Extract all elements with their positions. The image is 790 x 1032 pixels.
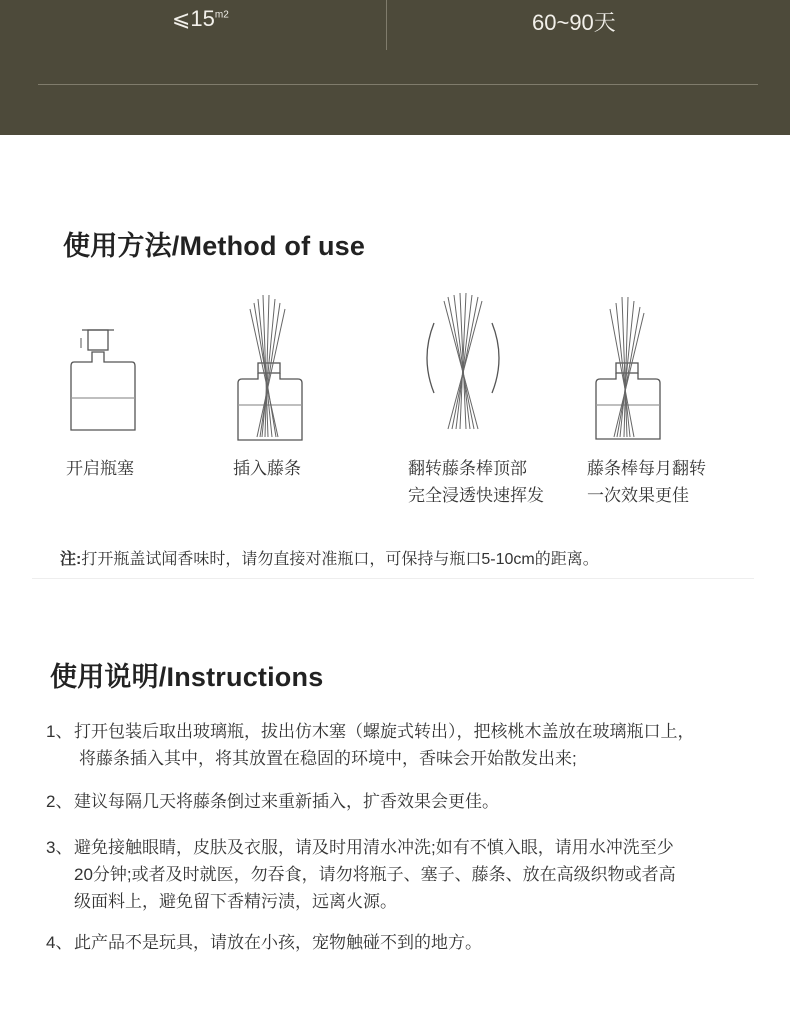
instruction-number: 2、 [46, 792, 73, 811]
step-insert-reeds-caption: 插入藤条 [233, 459, 301, 478]
method-title: 使用方法/Method of use [63, 231, 366, 261]
instruction-item-1 [46, 718, 695, 772]
instruction-item-3 [46, 834, 676, 915]
method-note-label: 注: [60, 551, 82, 568]
instruction-text: 建议每隔几天将藤条倒过来重新插入，扩香效果会更佳。 [74, 792, 499, 811]
step-monthly-flip-caption-line1: 藤条棒每月翻转 [587, 459, 706, 478]
step-flip-reeds-caption-line2: 完全浸透快速挥发 [408, 486, 544, 505]
step-flip-reeds-caption [408, 455, 544, 509]
instruction-text-cont: 级面料上，避免留下香精污渍，远离火源。 [74, 892, 397, 911]
spec-divider [386, 0, 387, 50]
spec-band-rule [38, 84, 758, 85]
step-flip-reeds [418, 293, 578, 433]
instruction-text-cont: 将藤条插入其中，将其放置在稳固的环境中，香味会开始散发出来; [79, 749, 577, 768]
step-insert-reeds [230, 295, 390, 445]
flip-reeds-icon [418, 293, 508, 433]
instruction-number: 1、 [46, 722, 73, 741]
step-monthly-flip-caption-line2: 一次效果更佳 [587, 486, 689, 505]
step-flip-reeds-caption-line1: 翻转藤条棒顶部 [408, 459, 527, 478]
step-monthly-flip [590, 297, 750, 443]
instruction-text: 避免接触眼睛，皮肤及衣服，请及时用清水冲洗;如有不慎入眼，请用水冲洗至少 [74, 838, 674, 857]
note-divider [32, 578, 754, 579]
step-open-cap [60, 290, 220, 440]
monthly-flip-bottle-icon [590, 297, 670, 443]
instruction-number: 3、 [46, 838, 73, 857]
instruction-item-2 [46, 788, 499, 815]
spec-area-value: ⩽15 [172, 6, 215, 31]
bottle-open-cap-icon [60, 290, 150, 440]
method-note-text: 打开瓶盖试闻香味时，请勿直接对准瓶口，可保持与瓶口5-10cm的距离。 [81, 551, 599, 568]
method-note [60, 546, 599, 569]
instruction-number: 4、 [46, 933, 73, 952]
spec-area-unit: m2 [214, 9, 229, 21]
instruction-item-4 [46, 929, 482, 956]
spec-duration: 60~90天 [532, 10, 616, 35]
step-open-cap-caption: 开启瓶塞 [66, 459, 134, 478]
step-monthly-flip-caption [587, 455, 706, 509]
instruction-text-cont: 20分钟;或者及时就医，勿吞食，请勿将瓶子、塞子、藤条、放在高级织物或者高 [74, 865, 676, 884]
spec-area [172, 6, 229, 32]
spec-band [0, 0, 790, 135]
bottle-insert-reeds-icon [230, 295, 310, 445]
instructions-title: 使用说明/Instructions [50, 662, 324, 692]
instruction-text: 打开包装后取出玻璃瓶，拔出仿木塞（螺旋式转出），把核桃木盖放在玻璃瓶口上， [74, 722, 695, 741]
instruction-text: 此产品不是玩具，请放在小孩，宠物触碰不到的地方。 [74, 933, 482, 952]
